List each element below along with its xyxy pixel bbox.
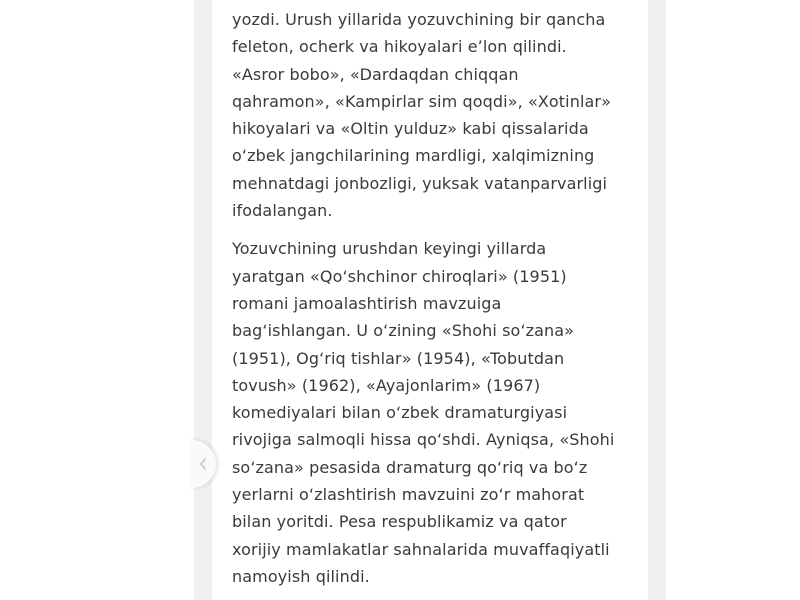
text-line: feleton, ocherk va hikoyalari e’lon qilindi. [232, 37, 567, 57]
article-text [232, 6, 642, 590]
text-line: komediyalari bilan o‘zbek dramaturgiyasi [232, 403, 568, 423]
paragraph-2 [232, 235, 642, 590]
left-gutter [194, 0, 212, 600]
text-line: o‘zbek jangchilarining mardligi, xalqimizning [232, 146, 595, 166]
text-line: tovush» (1962), «Ayajonlarim» (1967) [232, 375, 541, 395]
paragraph-spacer [232, 224, 642, 235]
text-line: bilan yoritdi. Pesa respublikamiz va qator [232, 512, 567, 532]
text-line: yozdi. Urush yillarida yozuvchining bir qancha [232, 10, 606, 29]
text-line: qahramon», «Kampirlar sim qoqdi», «Xotinlar» [232, 91, 611, 111]
text-line: hikoyalari va «Oltin yulduz» kabi qissalarida [232, 119, 589, 139]
article-content [212, 0, 648, 600]
chevron-left-icon [198, 457, 208, 471]
text-line: xorijiy mamlakatlar sahnalarida muvaffaqiyatli [232, 539, 610, 559]
text-line: «Asror bobo», «Dardaqdan chiqqan [232, 64, 519, 84]
text-line: (1951), Og‘riq tishlar» (1954), «Tobutdan [232, 348, 565, 368]
right-gutter [648, 0, 666, 600]
text-line: yaratgan «Qo‘shchinor chiroqlari» (1951) [232, 266, 567, 286]
text-line: bag‘ishlangan. U o‘zining «Shohi so‘zana» [232, 321, 575, 341]
text-line: so‘zana» pesasida dramaturg qo‘riq va bo‘z [232, 457, 588, 477]
text-line: rivojiga salmoqli hissa qo‘shdi. Ayniqsa, «Shohi [232, 430, 615, 450]
text-line: mehnatdagi jonbozligi, yuksak vatanparvarligi [232, 173, 608, 193]
text-line: Yozuvchining urushdan keyingi yillarda [232, 239, 547, 259]
text-line: yerlarni o‘zlashtirish mavzuini zo‘r mahorat [232, 485, 585, 505]
paragraph-1 [232, 6, 642, 224]
text-line: romani jamoalashtirish mavzuiga [232, 293, 502, 313]
text-line: namoyish qilindi. [232, 566, 370, 586]
text-line: ifodalangan. [232, 201, 333, 221]
